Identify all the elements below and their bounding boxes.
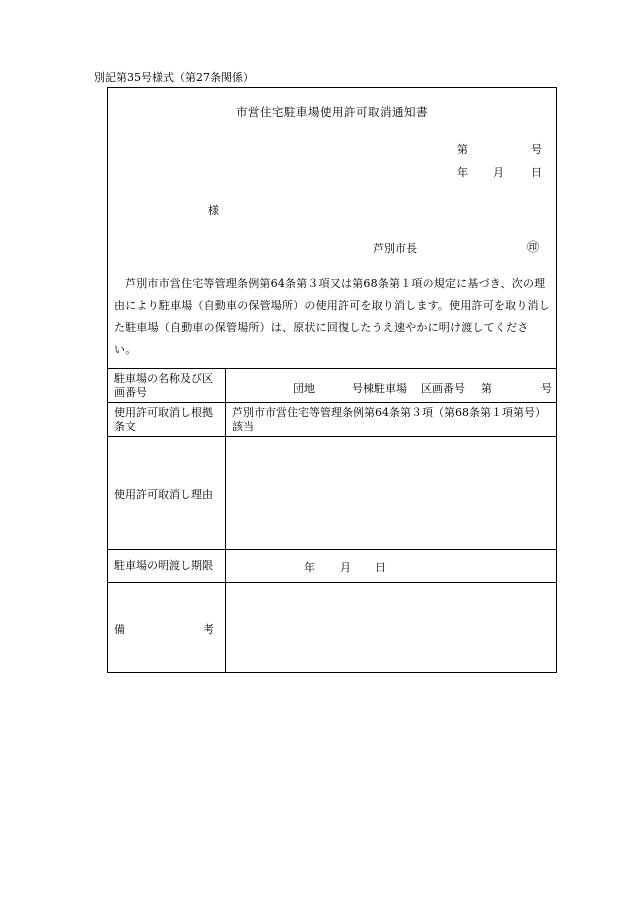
row-divider <box>108 436 556 437</box>
row-divider <box>108 582 556 583</box>
issuer-name: 芦別市長 <box>373 242 417 255</box>
date-year: 年 <box>457 166 468 179</box>
section-number-suffix: 号 <box>541 382 552 395</box>
revocation-basis-label: 使用許可取消し根拠条文 <box>114 406 213 433</box>
notice-body: 芦別市市営住宅等管理条例第64条第３項又は第68条第１項の規定に基づき、次の理由により駐車場（自動車の保管場所）の使用許可を取り消します。使用許可を取り消した駐車場（自動車の保管場所）は、原状に回復したうえ速やかに明け渡してください。 <box>114 277 550 356</box>
date-month: 月 <box>493 166 504 179</box>
column-divider <box>225 368 226 672</box>
deadline-year: 年 <box>304 561 315 574</box>
parking-name-label: 駐車場の名称及び区画番号 <box>114 372 213 399</box>
revocation-basis-value: 芦別市市営住宅等管理条例第64条第３項（第68条第１項第号）該当 <box>232 406 541 433</box>
remarks-label-left: 備 <box>114 623 125 636</box>
danchi-label: 団地 <box>293 382 315 395</box>
form-title: 市営住宅駐車場使用許可取消通知書 <box>236 105 428 119</box>
table-top-rule <box>108 368 556 369</box>
row-divider <box>108 402 556 403</box>
vacate-deadline-label: 駐車場の明渡し期限 <box>114 559 213 572</box>
building-parking-label: 号棟駐車場 <box>352 382 407 395</box>
form-caption: 別記第35号様式（第27条関係） <box>94 71 254 84</box>
seal-mark: ㊞ <box>527 240 540 254</box>
date-day: 日 <box>531 166 542 179</box>
number-prefix: 第 <box>457 143 468 156</box>
deadline-month: 月 <box>340 561 351 574</box>
revocation-reason-label: 使用許可取消し理由 <box>114 488 213 501</box>
number-suffix: 号 <box>531 143 542 156</box>
remarks-label-right: 考 <box>203 623 214 636</box>
remarks-label <box>114 623 214 637</box>
notice-form <box>107 87 557 673</box>
deadline-day: 日 <box>375 561 386 574</box>
row-divider <box>108 549 556 550</box>
section-number-prefix: 第 <box>481 382 492 395</box>
section-number-label: 区画番号 <box>421 382 465 395</box>
addressee-suffix: 様 <box>208 204 219 217</box>
